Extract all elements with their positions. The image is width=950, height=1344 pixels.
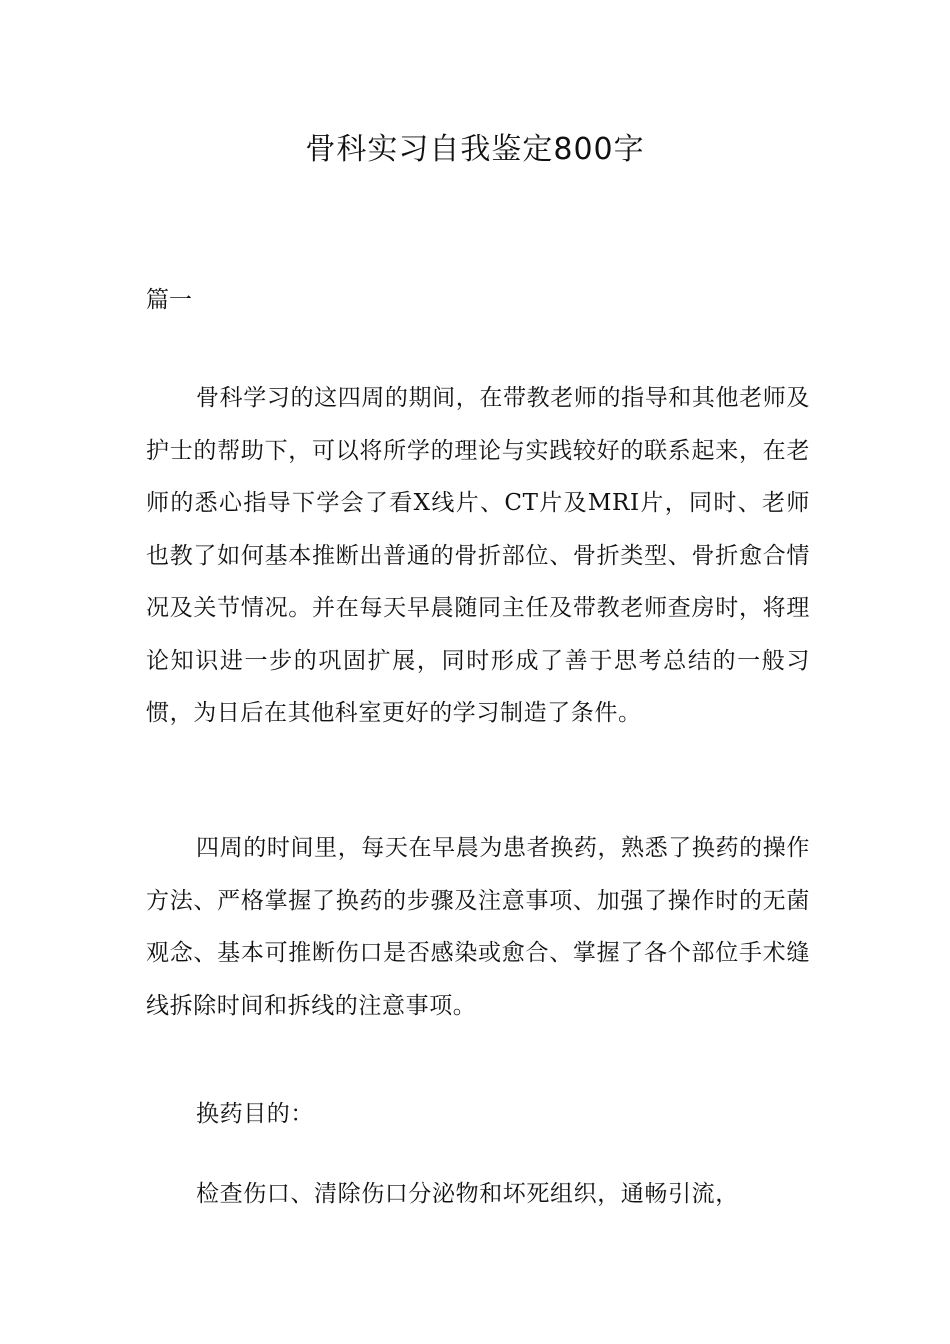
paragraph-learning-overview: 骨科学习的这四周的期间，在带教老师的指导和其他老师及护士的帮助下，可以将所学的理论与实践较好的联系起来，在老师的悉心指导下学会了看X线片、CT片及MRI片，同时、老师也教了如何基本推断出普通的骨折部位、骨折类型、骨折愈合情况及关节情况。并在每天早晨随同主任及带教老师查房时，将理论知识进一步的巩固扩展，同时形成了善于思考总结的一般习惯，为日后在其他科室更好的学习制造了条件。: [146, 385, 810, 726]
paragraph-dressing-purpose-text: 检查伤口、清除伤口分泌物和坏死组织，通畅引流，: [196, 1181, 739, 1207]
paragraph-dressing-change: 四周的时间里，每天在早晨为患者换药，熟悉了换药的操作方法、严格掌握了换药的步骤及注意事项、加强了操作时的无菌观念、基本可推断伤口是否感染或愈合、掌握了各个部位手术缝线拆除时间和拆线的注意事项。: [146, 835, 810, 1019]
paragraph-dressing-purpose-heading: 换药目的：: [196, 1101, 314, 1127]
section-label: 篇一: [146, 287, 192, 313]
document-title: 骨科实习自我鉴定800字: [305, 132, 645, 167]
